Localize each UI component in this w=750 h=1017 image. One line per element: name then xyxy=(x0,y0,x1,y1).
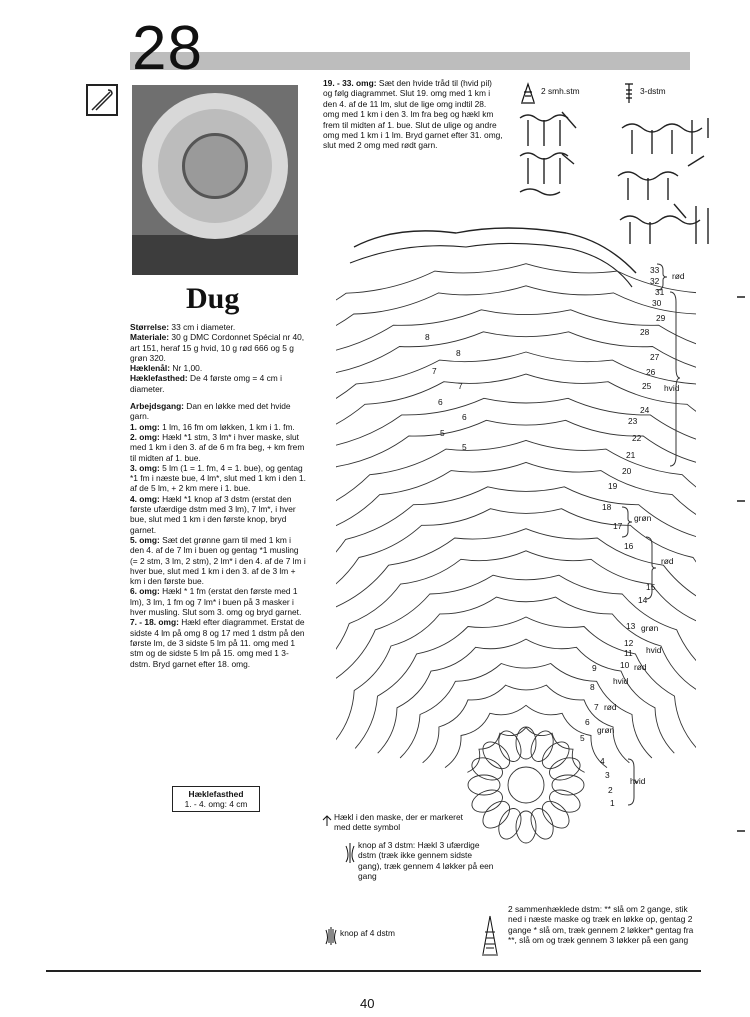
legend-knop3: knop af 3 dstm: Hækl 3 ufærdige dstm (træk ikke gennem sidste gang), træk gennem 4 løkker på een gang xyxy=(358,840,494,882)
row-number-20: 20 xyxy=(622,466,632,476)
doily-center xyxy=(182,133,248,199)
color-label-rod: rød xyxy=(661,556,674,566)
row-number-33: 33 xyxy=(650,265,660,275)
legend-mark-stitch: Hækl i den maske, der er markeret med dette symbol xyxy=(334,812,463,833)
intro-material: Materiale: 30 g DMC Cordonnet Spécial nr 40, art 151, heraf 15 g hvid, 10 g rød 666 og 5 g grøn 320. xyxy=(130,332,305,363)
flower-petal xyxy=(478,737,515,774)
page-number: 40 xyxy=(360,996,375,1011)
color-label-gron: grøn xyxy=(634,513,652,523)
pattern-number: 28 xyxy=(132,14,203,83)
intro-hook: Hæklenål: Nr 1,00. xyxy=(130,363,203,374)
color-label-rod: rød xyxy=(604,702,617,712)
legend-tog2: 2 sammenhæklede dstm: ** slå om 2 gange, stik ned i næste maske og træk en løkke op, gentag 2 gange * slå om, træk gennem 2 løkker* gentag fra **, slå om og træk gennem 3 løkker på een gang xyxy=(508,904,694,946)
round-1: 1. omg: 1 lm, 16 fm om løkken, 1 km i 1. fm. xyxy=(130,421,295,432)
brace-icon xyxy=(655,262,675,292)
round-5: 5. omg: Sæt det grønne garn til med 1 km i den 4. af de 7 lm i buen og gentag *1 musling (= 2 stm, 3 lm, 2 stm), 2 lm* i den 4. af de 7 lm i hver bue, slut med 1 km i den 3. af de 3 lm + km i den første bue. xyxy=(130,534,306,587)
brace-icon xyxy=(668,290,682,470)
row-number-26: 26 xyxy=(646,367,656,377)
row-number-22: 22 xyxy=(632,433,642,443)
row-number-14: 14 xyxy=(638,595,648,605)
row-number-1: 1 xyxy=(610,798,615,808)
row-number-32: 32 xyxy=(650,276,660,286)
inner-number: 6 xyxy=(438,397,443,407)
row-number-17: 17 xyxy=(613,521,623,531)
legend-knop4: knop af 4 dstm xyxy=(340,928,395,938)
work-intro: Arbejdsgang: Dan en løkke med det hvide garn. xyxy=(130,401,291,422)
round-6: 6. omg: Hækl * 1 fm (erstat den første med 1 lm), 3 lm, 1 fm og 7 lm* i buen på 3 masker i hver musling. Slut som 3. omg og bryd garnet. xyxy=(130,586,302,618)
row-number-28: 28 xyxy=(640,327,650,337)
crochet-diagram xyxy=(336,225,696,865)
diagram-svg xyxy=(336,225,696,865)
two-tog-label: 2 smh.stm xyxy=(541,86,580,96)
arrow-symbol-icon xyxy=(322,814,332,832)
intro-size: Størrelse: 33 cm i diameter. xyxy=(130,322,236,332)
knop4-symbol-icon xyxy=(324,926,338,951)
mesh-arc xyxy=(336,286,696,676)
tension-box xyxy=(172,786,260,812)
row-number-4: 4 xyxy=(600,756,605,766)
color-label-gron: grøn xyxy=(641,623,659,633)
photo-background xyxy=(132,235,298,275)
round-4: 4. omg: Hækl *1 knop af 3 dstm (erstat den første ufærdige dstm med 3 lm), 7 lm*, i hver bue, slut med 1 km i den første knop, bryd garnet. xyxy=(130,493,296,535)
edge-mark xyxy=(737,296,745,298)
color-label-rod: rød xyxy=(672,271,685,281)
inner-number: 7 xyxy=(458,381,463,391)
inner-number: 5 xyxy=(462,442,467,452)
row-number-13: 13 xyxy=(626,621,636,631)
row-number-29: 29 xyxy=(656,313,666,323)
row-number-23: 23 xyxy=(628,416,638,426)
edge-mark xyxy=(737,830,745,832)
mesh-arc xyxy=(336,462,696,714)
flower-petal xyxy=(537,737,574,774)
treble3-label: 3-dstm xyxy=(640,86,666,96)
mesh-arc xyxy=(467,727,584,772)
mesh-arc xyxy=(355,617,696,748)
inner-number: 6 xyxy=(462,412,467,422)
rounds-19-33: 19. - 33. omg: Sæt den hvide tråd til (hvid pil) og følg diagrammet. Slut 19. omg med 1 km i den 4. af de 11 lm, slut de lige omg indtil 28. omg med 1 km i den 3. lm fra beg og hækl km frem til midten af 1. bue. Slut de ulige og andre omg med 1 km i 1 lm. Bryd garnet efter 31. omg, slut med 2 omg med rødt garn. xyxy=(323,78,503,151)
row-number-6: 6 xyxy=(585,717,590,727)
flower-petal xyxy=(537,796,574,833)
edge-mark xyxy=(737,500,745,502)
color-label-hvid: hvid xyxy=(664,383,680,393)
color-label-gron: grøn xyxy=(597,725,615,735)
row-number-15: 15 xyxy=(646,582,656,592)
round-2: 2. omg: Hækl *1 stm, 3 lm* i hver maske, slut med 1 km i den 3. af de 6 m fra beg, + km frem til midten af 1. bue. xyxy=(130,431,305,463)
mesh-arc xyxy=(336,509,696,725)
row-number-24: 24 xyxy=(640,405,650,415)
intro-tension: Hæklefasthed: De 4 første omg = 4 cm i diameter. xyxy=(130,373,282,394)
row-number-21: 21 xyxy=(626,450,636,460)
doily-photo xyxy=(132,85,298,275)
knop3-symbol-icon xyxy=(344,842,356,869)
color-label-rod: rød xyxy=(634,662,647,672)
header-band xyxy=(130,52,690,70)
row-number-19: 19 xyxy=(608,481,618,491)
row-number-25: 25 xyxy=(642,381,652,391)
brace-icon xyxy=(644,535,658,601)
row-number-27: 27 xyxy=(650,352,660,362)
treble3-symbol-icon xyxy=(624,82,634,109)
row-number-7: 7 xyxy=(594,702,599,712)
row-number-30: 30 xyxy=(652,298,662,308)
row-number-31: 31 xyxy=(655,287,665,297)
row-number-12: 12 xyxy=(624,638,634,648)
row-number-10: 10 xyxy=(620,660,630,670)
inner-number: 7 xyxy=(432,366,437,376)
tension-box-text: 1. - 4. omg: 4 cm xyxy=(184,799,248,809)
row-number-8: 8 xyxy=(590,682,595,692)
tension-box-title: Hæklefasthed xyxy=(188,789,244,799)
color-label-hvid: hvid xyxy=(646,645,662,655)
tog2-symbol-icon xyxy=(480,914,500,961)
color-label-hvid: hvid xyxy=(613,676,629,686)
two-tog-symbol-icon xyxy=(520,82,536,109)
row-number-11: 11 xyxy=(624,648,633,658)
instructions xyxy=(130,322,306,669)
color-label-hvid: hvid xyxy=(630,776,646,786)
inner-number: 5 xyxy=(440,428,445,438)
flower-center xyxy=(508,767,544,803)
brace-icon xyxy=(626,757,640,807)
row-number-18: 18 xyxy=(602,502,612,512)
inner-number: 8 xyxy=(425,332,430,342)
crochet-hook-icon xyxy=(86,84,118,116)
inner-number: 8 xyxy=(456,348,461,358)
row-number-5: 5 xyxy=(580,733,585,743)
brace-icon xyxy=(620,505,634,539)
footer-rule xyxy=(46,970,701,972)
pattern-title: Dug xyxy=(186,282,240,315)
mesh-arc xyxy=(423,685,630,763)
row-number-9: 9 xyxy=(592,663,597,673)
two-tog-illustration xyxy=(516,108,596,203)
flower-petal xyxy=(478,796,515,833)
row-number-16: 16 xyxy=(624,541,634,551)
round-7-18: 7. - 18. omg: Hækl efter diagrammet. Erstat de sidste 4 lm på omg 8 og 17 med 1 dstm på den første lm, de 3 sidste 5 lm på 11. omg med 1 stm og de sidste 5 lm på 15. omg med 1 3-dstm. Bryd garnet efter 18. omg. xyxy=(130,617,305,669)
row-number-2: 2 xyxy=(608,785,613,795)
round-3: 3. omg: 5 lm (1 = 1. fm, 4 = 1. bue), og gentag *1 fm i næste bue, 4 lm*, slut med 1 km i den 1. af de 5 lm, + 2 km mere i 1. bue. xyxy=(130,462,306,494)
mesh-arc xyxy=(336,551,696,734)
row-number-3: 3 xyxy=(605,770,610,780)
